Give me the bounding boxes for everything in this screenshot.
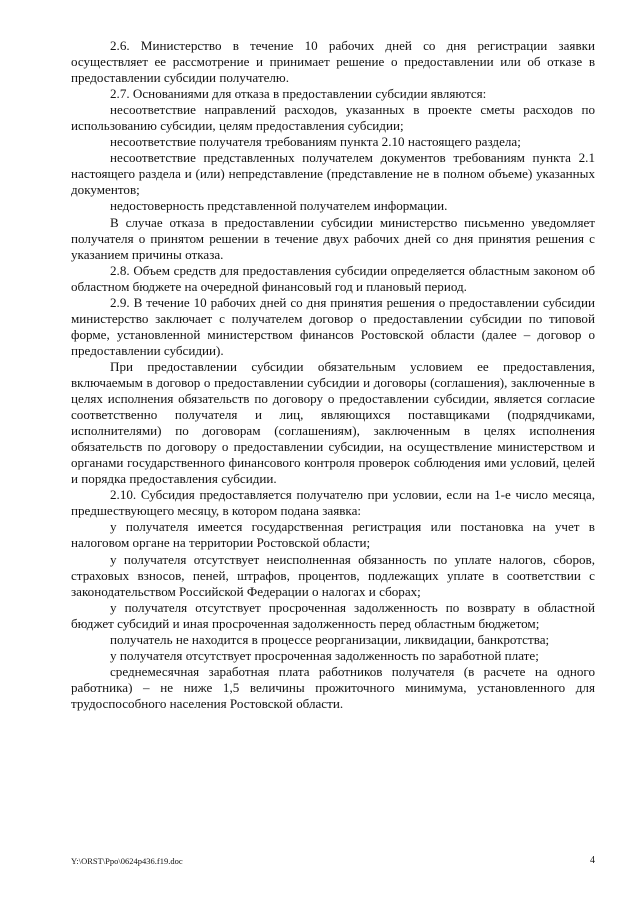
refusal-reason-1: несоответствие направлений расходов, указанных в проекте сметы расходов по использованию субсидии, целям предоставления субсидии; — [71, 102, 595, 134]
refusal-reason-3: несоответствие представленных получателем документов требованиям пункта 2.1 настоящего раздела и (или) непредставление (представление не в полном объеме) указанных документов; — [71, 150, 595, 198]
condition-no-wage-debt: у получателя отсутствует просроченная задолженность по заработной плате; — [110, 647, 539, 663]
footer-file-path: Y:\ORST\Ppo\0624p436.f19.doc — [71, 856, 183, 866]
refusal-reason-2: несоответствие получателя требованиям пункта 2.10 настоящего раздела; — [110, 134, 521, 150]
paragraph-2-8: 2.8. Объем средств для предоставления субсидии определяется областным законом об областном бюджете на очередной финансовый год и плановый период. — [71, 262, 595, 294]
paragraph-2-7: 2.7. Основаниями для отказа в предоставлении субсидии являются: — [110, 86, 487, 102]
paragraph-2-9: 2.9. В течение 10 рабочих дней со дня принятия решения о предоставлении субсидии министерство заключает с получателем договор о предоставлении субсидии по типовой форме, установленной министерством финансов Ростовской области (далее – договор о предоставлении субсидии). — [71, 294, 595, 358]
page-number: 4 — [590, 855, 595, 866]
paragraph-2-10: 2.10. Субсидия предоставляется получателю при условии, если на 1-е число месяца, предшествующего месяцу, в котором подана заявка: — [71, 487, 595, 519]
condition-registration: у получателя имеется государственная регистрация или постановка на учет в налоговом органе на территории Ростовской области; — [71, 519, 595, 551]
document-body — [71, 38, 595, 712]
paragraph-2-6: 2.6. Министерство в течение 10 рабочих дней со дня регистрации заявки осуществляет ее рассмотрение и принимает решение о предоставлении или об отказе в предоставлении субсидии получателю. — [71, 38, 595, 86]
condition-no-tax-debt: у получателя отсутствует неисполненная обязанность по уплате налогов, сборов, страховых взносов, пеней, штрафов, процентов, подлежащих уплате в соответствии с законодательством Российской Федерации о налогах и сборах; — [71, 551, 595, 599]
condition-no-reorganization: получатель не находится в процессе реорганизации, ликвидации, банкротства; — [110, 631, 550, 647]
refusal-notice-paragraph: В случае отказа в предоставлении субсидии министерство письменно уведомляет получателя о принятом решении в течение двух рабочих дней со дня принятия решения с указанием причины отказа. — [71, 214, 595, 262]
refusal-reason-4: недостоверность представленной получателем информации. — [110, 198, 448, 214]
condition-average-salary: среднемесячная заработная плата работников получателя (в расчете на одного работника) – не ниже 1,5 величины прожиточного минимума, установленного для трудоспособного населения Ростовской области. — [71, 663, 595, 711]
page-footer — [71, 856, 595, 866]
mandatory-condition-paragraph: При предоставлении субсидии обязательным условием ее предоставления, включаемым в договор о предоставлении субсидии и договоры (соглашения), заключенные в целях исполнения обязательств по договору о предоставлении субсидии, является согласие соответственно получателя и лиц, являющихся поставщиками (подрядчиками, исполнителями) по договорам (соглашениям), заключенным в целях исполнения обязательств по договору о предоставлении субсидии, на осуществление министерством и органами государственного финансового контроля проверок соблюдения ими условий, целей и порядка предоставления субсидии. — [71, 358, 595, 487]
condition-no-budget-debt: у получателя отсутствует просроченная задолженность по возврату в областной бюджет субсидий и иная просроченная задолженность перед областным бюджетом; — [71, 599, 595, 631]
